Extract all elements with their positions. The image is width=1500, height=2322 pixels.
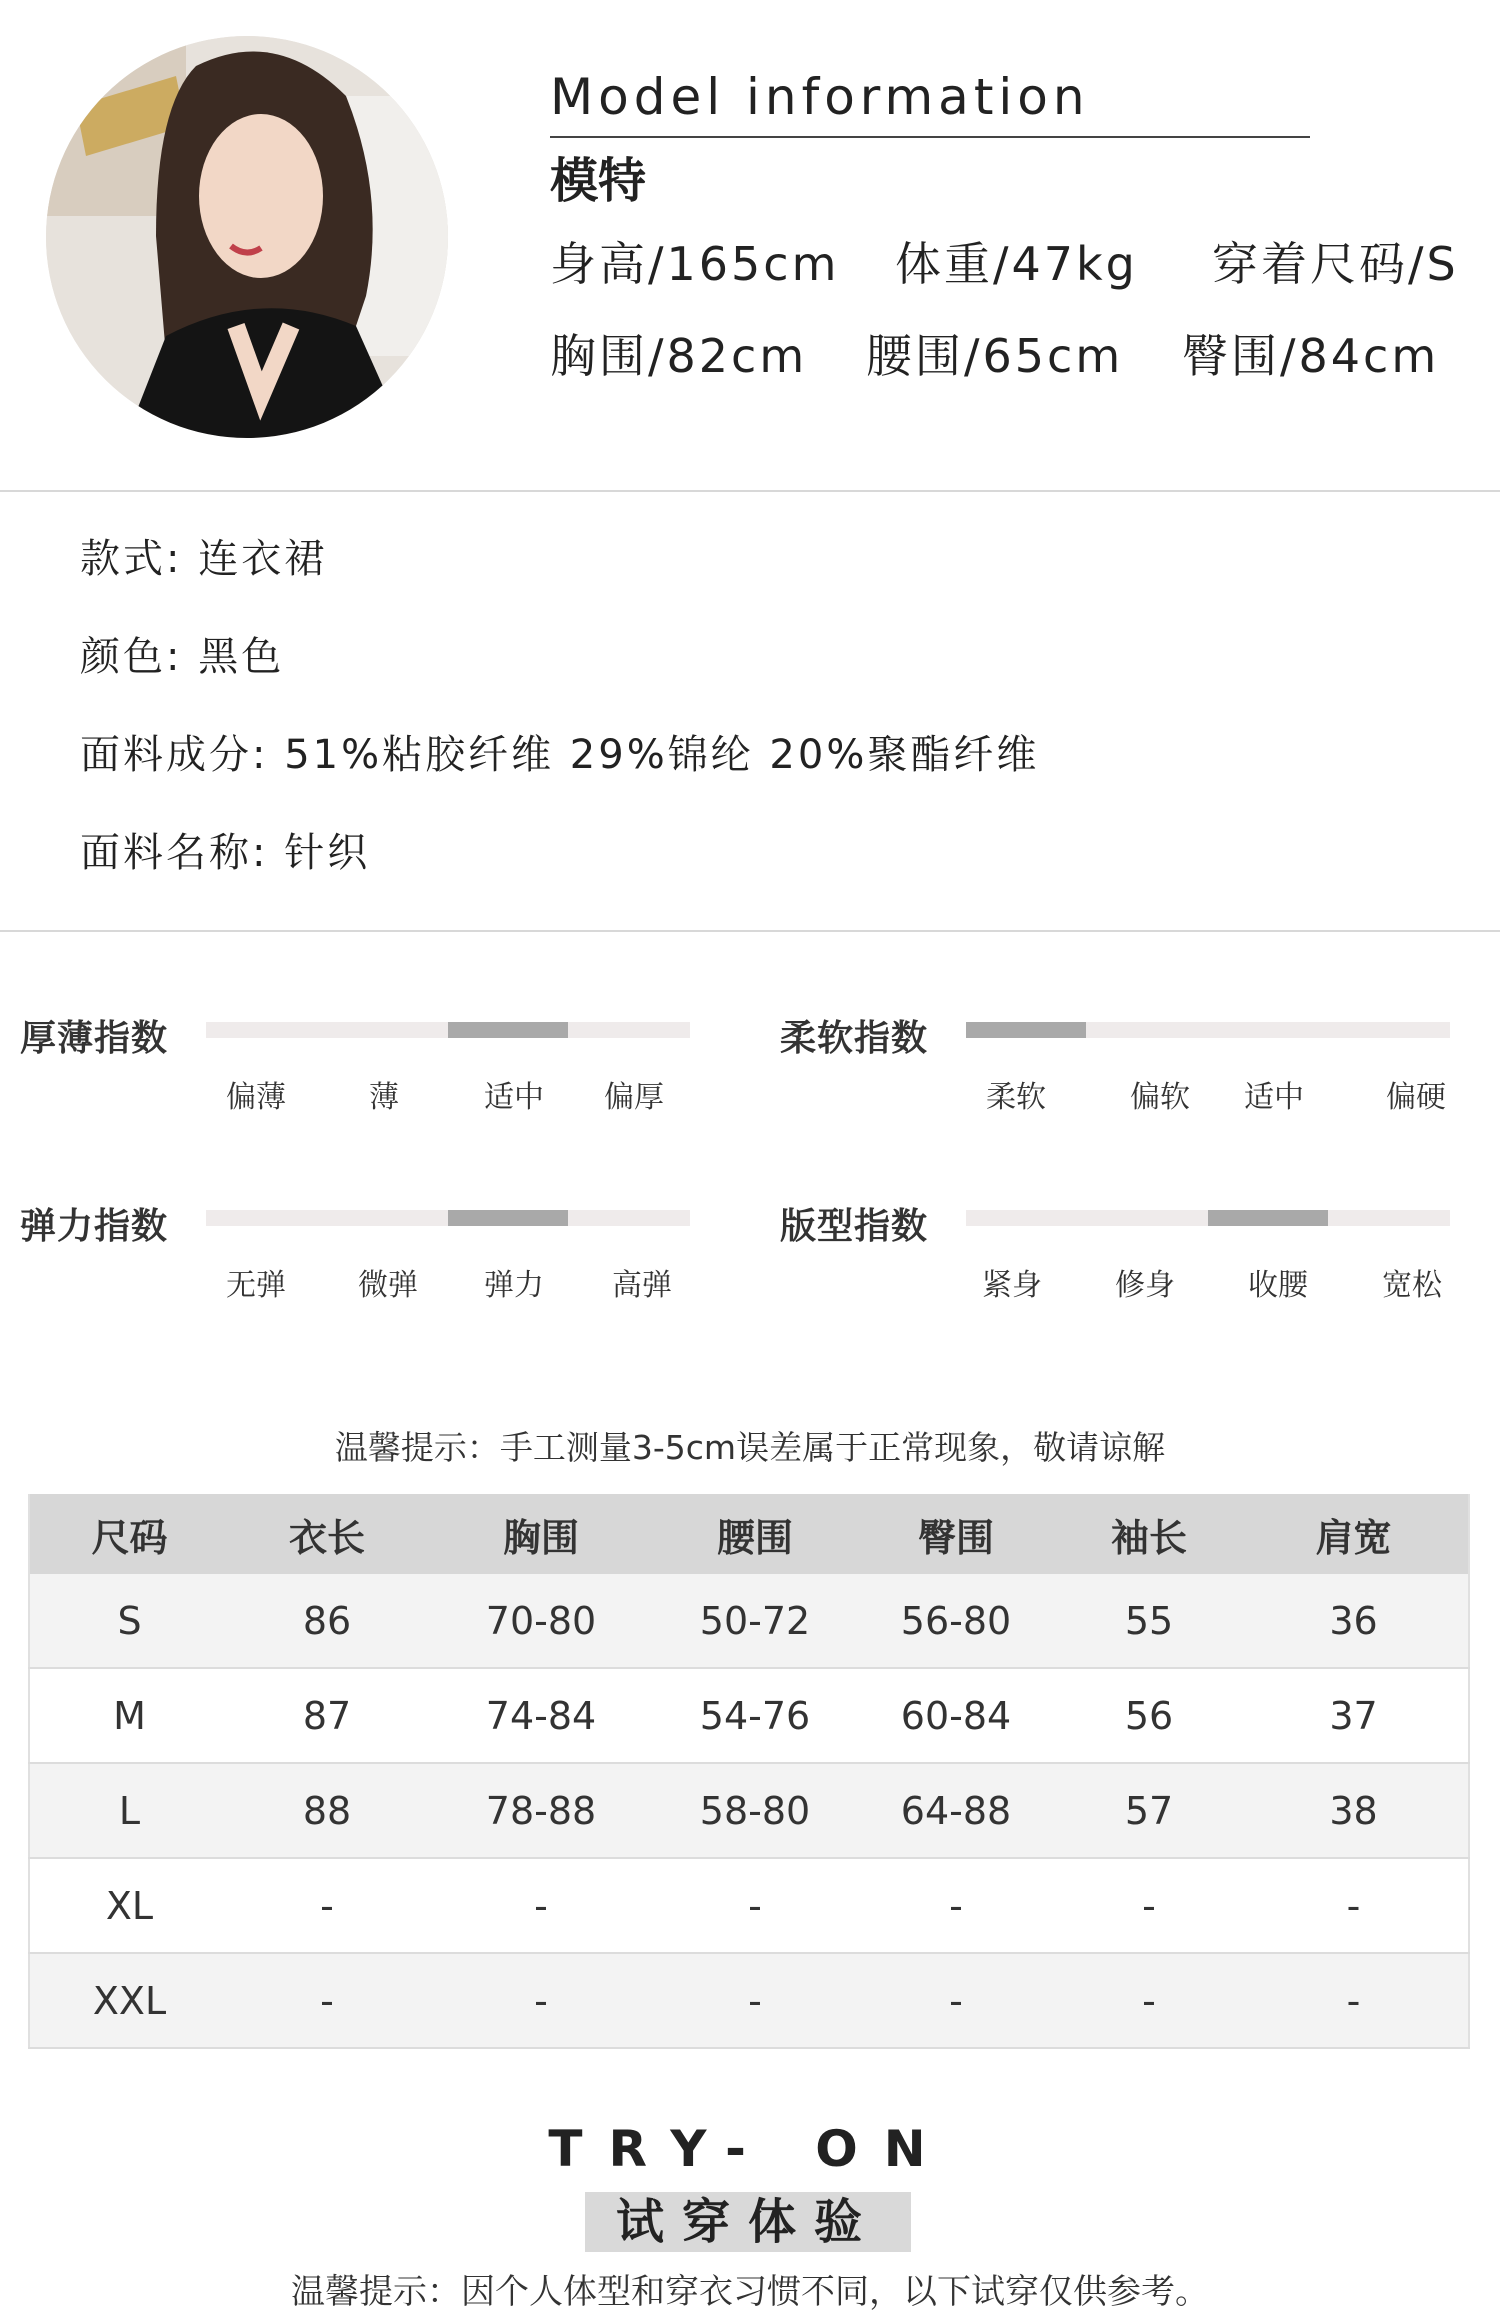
index-label: 适中	[1244, 1080, 1304, 1115]
cell: -	[853, 1953, 1059, 2048]
index-label: 偏厚	[604, 1080, 664, 1115]
cell: 60-84	[853, 1668, 1059, 1763]
size-table	[28, 1494, 1470, 2049]
index-label: 紧身	[982, 1268, 1042, 1303]
model-photo	[46, 36, 448, 438]
index-label: 修身	[1115, 1268, 1175, 1303]
index-label: 无弹	[226, 1268, 286, 1303]
cell: 78-88	[425, 1763, 657, 1858]
index-track-elasticity	[206, 1210, 690, 1226]
cell: -	[425, 1953, 657, 2048]
cell: 87	[229, 1668, 425, 1763]
header-sleeve: 袖长	[1059, 1494, 1239, 1574]
index-label: 偏硬	[1386, 1080, 1446, 1115]
cell: 88	[229, 1763, 425, 1858]
cell: 56	[1059, 1668, 1239, 1763]
index-label: 宽松	[1382, 1268, 1442, 1303]
index-marker-fit	[1208, 1210, 1328, 1226]
cell: 36	[1239, 1574, 1469, 1668]
attr-color: 颜色: 黑色	[80, 634, 285, 680]
index-label: 薄	[369, 1080, 399, 1115]
model-height: 身高/165cm	[550, 237, 840, 291]
cell: 86	[229, 1574, 425, 1668]
cell: 57	[1059, 1763, 1239, 1858]
index-label: 微弹	[358, 1268, 418, 1303]
cell: -	[853, 1858, 1059, 1953]
attr-fabric: 面料名称: 针织	[80, 830, 371, 876]
cell: 64-88	[853, 1763, 1059, 1858]
divider	[0, 490, 1500, 492]
cell: -	[425, 1858, 657, 1953]
model-subtitle: 模特	[550, 153, 647, 209]
tryon-subtitle: 试穿体验	[585, 2192, 911, 2252]
model-title-underline	[550, 136, 1310, 138]
table-row	[29, 1858, 1469, 1953]
model-info-title: Model information	[550, 68, 1090, 126]
cell: -	[1059, 1953, 1239, 2048]
index-label: 弹力	[484, 1268, 544, 1303]
cell-size: XXL	[29, 1953, 229, 2048]
index-label: 适中	[484, 1080, 544, 1115]
attr-style: 款式: 连衣裙	[80, 536, 328, 582]
measurement-notice: 温馨提示：手工测量3-5cm误差属于正常现象，敬请谅解	[334, 1428, 1166, 1467]
header-bust: 胸围	[425, 1494, 657, 1574]
size-table-header	[29, 1494, 1469, 1574]
model-hip: 臀围/84cm	[1182, 329, 1440, 383]
cell: -	[1059, 1858, 1239, 1953]
cell-size: L	[29, 1763, 229, 1858]
cell-size: M	[29, 1668, 229, 1763]
cell: 70-80	[425, 1574, 657, 1668]
cell-size: S	[29, 1574, 229, 1668]
tryon-title: TRY- ON	[548, 2120, 952, 2178]
model-waist: 腰围/65cm	[866, 329, 1124, 383]
index-title-softness: 柔软指数	[780, 1018, 929, 1059]
header-shoulder: 肩宽	[1239, 1494, 1469, 1574]
header-hip: 臀围	[853, 1494, 1059, 1574]
index-label: 收腰	[1248, 1268, 1308, 1303]
index-marker-elasticity	[448, 1210, 568, 1226]
index-marker-thickness	[448, 1022, 568, 1038]
divider	[0, 930, 1500, 932]
header-size: 尺码	[29, 1494, 229, 1574]
index-label: 高弹	[612, 1268, 672, 1303]
index-label: 柔软	[986, 1080, 1046, 1115]
table-row	[29, 1763, 1469, 1858]
cell: 56-80	[853, 1574, 1059, 1668]
model-weight: 体重/47kg	[895, 237, 1138, 291]
cell: 74-84	[425, 1668, 657, 1763]
index-marker-softness	[966, 1022, 1086, 1038]
cell: 50-72	[657, 1574, 853, 1668]
cell-size: XL	[29, 1858, 229, 1953]
index-label: 偏软	[1130, 1080, 1190, 1115]
header-waist: 腰围	[657, 1494, 853, 1574]
table-row	[29, 1668, 1469, 1763]
cell: 54-76	[657, 1668, 853, 1763]
index-label: 偏薄	[226, 1080, 286, 1115]
tryon-notice: 温馨提示：因个人体型和穿衣习惯不同，以下试穿仅供参考。	[291, 2272, 1209, 2312]
model-bust: 胸围/82cm	[550, 329, 808, 383]
index-track-fit	[966, 1210, 1450, 1226]
cell: 37	[1239, 1668, 1469, 1763]
index-title-thickness: 厚薄指数	[20, 1018, 169, 1059]
cell: 58-80	[657, 1763, 853, 1858]
cell: 38	[1239, 1763, 1469, 1858]
cell: -	[1239, 1858, 1469, 1953]
cell: -	[229, 1953, 425, 2048]
attr-composition: 面料成分: 51%粘胶纤维 29%锦纶 20%聚酯纤维	[80, 732, 1040, 778]
index-title-fit: 版型指数	[780, 1206, 929, 1247]
cell: -	[1239, 1953, 1469, 2048]
cell: -	[229, 1858, 425, 1953]
cell: -	[657, 1953, 853, 2048]
index-track-softness	[966, 1022, 1450, 1038]
header-length: 衣长	[229, 1494, 425, 1574]
index-title-elasticity: 弹力指数	[20, 1206, 169, 1247]
index-track-thickness	[206, 1022, 690, 1038]
cell: 55	[1059, 1574, 1239, 1668]
table-row	[29, 1953, 1469, 2048]
cell: -	[657, 1858, 853, 1953]
table-row	[29, 1574, 1469, 1668]
model-size: 穿着尺码/S	[1212, 237, 1459, 291]
